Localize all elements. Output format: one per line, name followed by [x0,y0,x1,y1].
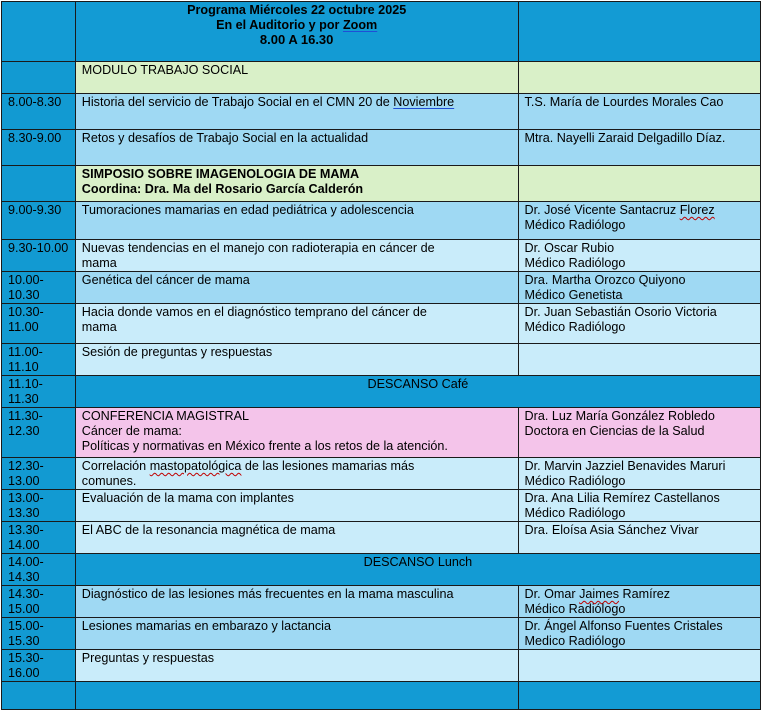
title-line-2 [82,18,512,33]
speaker-cell: T.S. María de Lourdes Morales Cao [518,94,760,130]
table-row [2,272,761,304]
speaker-cell [518,458,760,490]
time-cell: 11.30-12.30 [2,408,76,458]
table-row [2,166,761,202]
table-row [2,618,761,650]
title-line-1: Programa Miércoles 22 octubre 2025 [187,3,407,17]
speaker-title: Médico Radiólogo [524,474,626,488]
section-title [75,166,518,202]
table-row [2,376,761,408]
speaker-name: Dra. Luz María González Robledo [524,409,715,423]
topic-cell: Genética del cáncer de mama [75,272,518,304]
topic-cell [75,240,518,272]
speaker-cell [518,682,760,710]
break-cell: DESCANSO Café [75,376,760,408]
speaker-cell [518,240,760,272]
speaker-cell [518,344,760,376]
section-title: MODULO TRABAJO SOCIAL [75,62,518,94]
topic-line: Cáncer de mama: [81,424,182,438]
table-row [2,490,761,522]
topic-cell: El ABC de la resonancia magnética de mama [75,522,518,554]
title-hours: 8.00 A 16.30 [259,32,334,47]
time-cell: 8.00-8.30 [2,94,76,130]
time-cell [2,62,76,94]
time-cell: 9.30-10.00 [2,240,76,272]
time-cell [2,166,76,202]
speaker-name-misspelled: Florez [679,203,715,217]
table-row [2,202,761,240]
time-cell: 10.00-10.30 [2,272,76,304]
speaker-cell: Dra. Eloísa Asia Sánchez Vivar [518,522,760,554]
speaker-cell [518,650,760,682]
topic-cell: Preguntas y respuestas [75,650,518,682]
speaker-cell [518,618,760,650]
table-row [2,62,761,94]
speaker-cell [518,166,760,202]
speaker-cell [518,272,760,304]
topic-text: Historia del servicio de Trabajo Social en el CMN 20 de [81,95,394,109]
symposium-coordinator: Coordina: Dra. Ma del Rosario García Calderón [81,182,364,196]
speaker-title: Médico Radiólogo [524,506,626,520]
topic-text-misspelled: mastopatológica [149,459,242,473]
time-cell: 14.00-14.30 [2,554,76,586]
speaker-cell: Mtra. Nayelli Zaraid Delgadillo Díaz. [518,130,760,166]
time-cell: 13.00-13.30 [2,490,76,522]
speaker-name: Dr. Juan Sebastián Osorio Victoria [524,305,717,319]
topic-cell: Lesiones mamarias en embarazo y lactancia [75,618,518,650]
time-cell: 13.30-14.00 [2,522,76,554]
time-cell: 10.30-11.00 [2,304,76,344]
speaker-name: Dr. José Vicente Santacruz [524,203,680,217]
speaker-name: Dr. Omar [524,587,580,601]
topic-cell [75,408,518,458]
speaker-title: Médico Radiólogo [524,256,626,270]
table-row [2,408,761,458]
speaker-title: Médico Radiólogo [524,218,626,232]
speaker-title: Medico Radiólogo [524,634,626,648]
table-row [2,94,761,130]
topic-cell: Evaluación de la mama con implantes [75,490,518,522]
time-cell: 9.00-9.30 [2,202,76,240]
time-cell: 15.30-16.00 [2,650,76,682]
table-row [2,304,761,344]
schedule-table [1,1,761,710]
speaker-name: Dra. Martha Orozco Quiyono [524,273,686,287]
speaker-cell [518,202,760,240]
time-cell [2,682,76,710]
table-row [2,344,761,376]
speaker-title: Médico Radiólogo [524,320,626,334]
speaker-name: Dr. Ángel Alfonso Fuentes Cristales [524,619,723,633]
speaker-title: Doctora en Ciencias de la Salud [524,424,705,438]
topic-text: Correlación [81,459,150,473]
speaker-name: Dr. Oscar Rubio [524,241,615,255]
speaker-cell [518,586,760,618]
speaker-name: Ramírez [619,587,671,601]
speaker-name: Dr. Marvin Jazziel Benavides Maruri [524,459,726,473]
table-row [2,682,761,710]
topic-cell [75,682,518,710]
time-cell: 11.00-11.10 [2,344,76,376]
topic-cell [75,304,518,344]
topic-cell: Diagnóstico de las lesiones más frecuentes en la mama masculina [75,586,518,618]
topic-text: de las lesiones mamarias más [241,459,415,473]
topic-line: mama [81,256,117,270]
topic-cell: Retos y desafíos de Trabajo Social en la actualidad [75,130,518,166]
table-row [2,458,761,490]
speaker-name: Dra. Ana Lilia Remírez Castellanos [524,491,720,505]
time-cell: 15.00-15.30 [2,618,76,650]
speaker-cell [518,62,760,94]
table-row [2,586,761,618]
symposium-title: SIMPOSIO SOBRE IMAGENOLOGIA DE MAMA [81,167,360,181]
topic-line: mama [81,320,117,334]
table-row [2,554,761,586]
header-row [2,2,761,62]
table-row [2,240,761,272]
topic-cell: Sesión de preguntas y respuestas [75,344,518,376]
table-row [2,650,761,682]
zoom-link[interactable]: Zoom [342,18,378,32]
topic-cell: Tumoraciones mamarias en edad pediátrica y adolescencia [75,202,518,240]
time-cell: 12.30-13.00 [2,458,76,490]
speaker-name-misspelled: Jaimes [579,587,619,601]
topic-link: Noviembre [393,95,455,109]
table-row [2,522,761,554]
speaker-cell [518,408,760,458]
header-time-cell [2,2,76,62]
speaker-cell [518,490,760,522]
header-speaker-cell [518,2,760,62]
topic-cell [75,458,518,490]
time-cell: 8.30-9.00 [2,130,76,166]
break-cell: DESCANSO Lunch [75,554,760,586]
topic-line: Nuevas tendencias en el manejo con radioterapia en cáncer de [81,241,435,255]
topic-line: comunes. [81,474,137,488]
speaker-cell [518,304,760,344]
table-row [2,130,761,166]
speaker-title: Médico Radiólogo [524,602,626,616]
time-cell: 11.10-11.30 [2,376,76,408]
conference-title: CONFERENCIA MAGISTRAL [81,409,250,423]
time-cell: 14.30-15.00 [2,586,76,618]
program-title [75,2,518,62]
topic-cell [75,94,518,130]
topic-line: Hacia donde vamos en el diagnóstico temprano del cáncer de [81,305,427,319]
title-prefix: En el Auditorio y por [216,18,343,32]
topic-line: Políticas y normativas en México frente a los retos de la atención. [81,439,448,453]
speaker-title: Médico Genetista [524,288,623,302]
